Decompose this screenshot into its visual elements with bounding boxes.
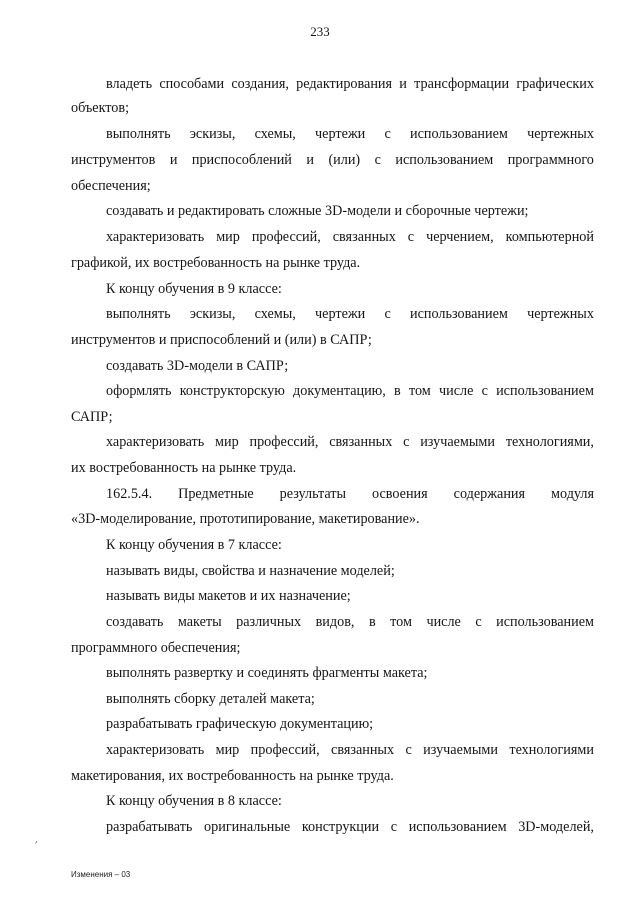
- text-line: объектов;: [71, 100, 130, 116]
- footer-note: Изменения – 03: [71, 870, 131, 879]
- text-line: К концу обучения в 9 классе:: [106, 281, 282, 297]
- text-line: выполнять сборку деталей макета;: [106, 691, 315, 707]
- text-line: графикой, их востребованность на рынке труда.: [71, 255, 361, 271]
- text-line: создавать и редактировать сложные 3D-модели и сборочные чертежи;: [106, 203, 529, 219]
- text-line: характеризовать мир профессий, связанных с изучаемыми технологиями: [106, 742, 594, 758]
- text-line: обеспечения;: [71, 178, 151, 194]
- page-number: 233: [310, 24, 330, 39]
- text-line: 162.5.4. Предметные результаты освоения содержания модуля: [106, 486, 594, 502]
- text-line: К концу обучения в 8 классе:: [106, 793, 282, 809]
- text-line: разрабатывать графическую документацию;: [106, 716, 374, 732]
- text-line: оформлять конструкторскую документацию, в том числе с использованием: [106, 383, 594, 399]
- text-line: выполнять развертку и соединять фрагменты макета;: [106, 665, 428, 681]
- text-line: характеризовать мир профессий, связанных с изучаемыми технологиями,: [106, 434, 594, 450]
- text-line: разрабатывать оригинальные конструкции с использованием 3D-моделей,: [106, 819, 594, 835]
- margin-mark: ׳: [35, 838, 38, 850]
- text-line: их востребованность на рынке труда.: [71, 460, 297, 476]
- text-line: характеризовать мир профессий, связанных с черчением, компьютерной: [106, 229, 594, 245]
- text-line: «3D-моделирование, прототипирование, макетирование».: [71, 511, 420, 527]
- text-line: владеть способами создания, редактирования и трансформации графических: [106, 76, 594, 92]
- text-line: САПР;: [71, 409, 113, 425]
- text-line: макетирования, их востребованность на рынке труда.: [71, 768, 394, 784]
- text-line: инструментов и приспособлений и (или) с использованием программного: [71, 152, 594, 168]
- text-line: называть виды макетов и их назначение;: [106, 588, 351, 604]
- text-line: называть виды, свойства и назначение моделей;: [106, 563, 395, 579]
- text-line: инструментов и приспособлений и (или) в САПР;: [71, 332, 372, 348]
- text-line: К концу обучения в 7 классе:: [106, 537, 282, 553]
- text-line: создавать макеты различных видов, в том числе с использованием: [106, 614, 594, 630]
- text-line: создавать 3D-модели в САПР;: [106, 358, 289, 374]
- text-line: выполнять эскизы, схемы, чертежи с использованием чертежных: [106, 126, 594, 142]
- text-line: программного обеспечения;: [71, 640, 241, 656]
- text-line: выполнять эскизы, схемы, чертежи с использованием чертежных: [106, 306, 594, 322]
